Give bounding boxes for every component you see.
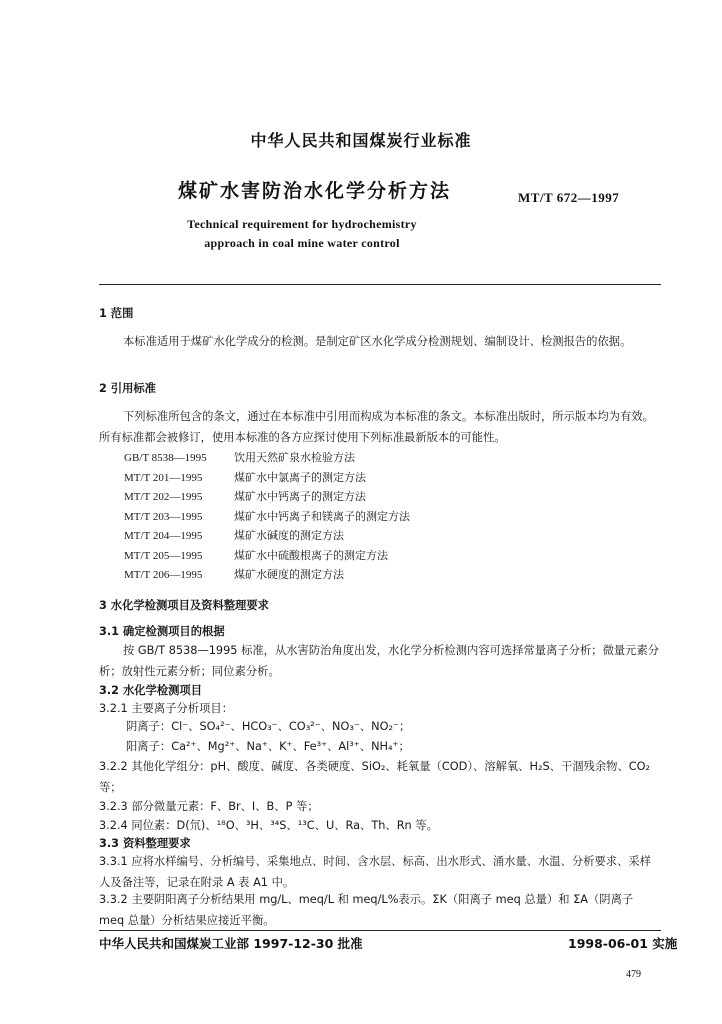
- section-3-2-1: 3.2.1 主要离子分析项目：: [99, 702, 234, 715]
- document-title: 煤矿水害防治水化学分析方法: [178, 180, 452, 202]
- reference-title: 煤矿水中钙离子的测定方法: [234, 490, 366, 503]
- reference-code: MT/T 203—1995: [124, 510, 203, 523]
- approval-line: 中华人民共和国煤炭工业部 1997-12-30 批准: [99, 936, 363, 951]
- header-divider: [99, 284, 661, 285]
- footer-divider: [99, 930, 661, 931]
- standard-code: MT/T 672—1997: [518, 190, 620, 205]
- reference-item: [124, 448, 355, 468]
- section-3-3-1: 3.3.1 应将水样编号、分析编号、采集地点、时间、含水层、标高、出水形式、涌水量、水温、分析要求、采样人及备注等，记录在附录 A 表 A1 中。: [99, 855, 651, 889]
- section-1-heading: 1 范围: [99, 307, 134, 320]
- english-title-line-1: Technical requirement for hydrochemistry: [187, 217, 417, 231]
- section-3-3-heading: 3.3 资料整理要求: [99, 837, 191, 850]
- reference-code: MT/T 201—1995: [124, 471, 203, 484]
- reference-title: 煤矿水中硫酸根离子的测定方法: [234, 548, 388, 562]
- reference-code: MT/T 202—1995: [124, 491, 203, 503]
- section-3-2-heading: 3.2 水化学检测项目: [99, 684, 203, 697]
- section-1-body: 本标准适用于煤矿水化学成分的检测。是制定矿区水化学成分检测规划、编制设计、检测报告的依据。: [123, 335, 632, 348]
- reference-code: MT/T 205—1995: [124, 549, 203, 562]
- section-3-heading: 3 水化学检测项目及资料整理要求: [99, 599, 269, 612]
- reference-code: MT/T 206—1995: [124, 569, 203, 581]
- cation-list: 阳离子：Ca²⁺、Mg²⁺、Na⁺、K⁺、Fe³⁺、Al³⁺、NH₄⁺；: [126, 740, 410, 753]
- page-number: 479: [626, 969, 641, 980]
- reference-item: [124, 468, 366, 488]
- reference-code: MT/T 204—1995: [124, 530, 203, 542]
- reference-title: 煤矿水中氯离子的测定方法: [234, 470, 366, 484]
- reference-code: GB/T 8538—1995: [124, 452, 207, 464]
- reference-item: [124, 487, 366, 507]
- section-3-2-2: 3.2.2 其他化学组分：pH、酸度、碱度、各类硬度、SiO₂、耗氧量（COD）、溶解氧、H₂S、干涸残余物、CO₂等；: [99, 760, 651, 794]
- section-2-heading: 2 引用标准: [99, 382, 156, 395]
- reference-item: [124, 507, 410, 527]
- reference-item: [124, 526, 344, 546]
- reference-item: [124, 565, 344, 585]
- effective-date: 1998-06-01 实施: [568, 936, 678, 951]
- section-3-3-2: 3.3.2 主要阴阳离子分析结果用 mg/L、meq/L 和 meq/L%表示。ΣK（阳离子 meq 总量）和 ΣA（阴离子 meq 总量）分析结果应接近平衡。: [99, 893, 634, 927]
- section-2-body: 下列标准所包含的条文，通过在本标准中引用而构成为本标准的条文。本标准出版时，所示版本均为有效。所有标准都会被修订，使用本标准的各方应探讨使用下列标准最新版本的可能性。: [99, 410, 654, 444]
- english-title-line-2: approach in coal mine water control: [204, 236, 400, 250]
- section-3-1-heading: 3.1 确定检测项目的根据: [99, 625, 225, 638]
- issuing-body: 中华人民共和国煤炭行业标准: [250, 131, 472, 150]
- anion-list: 阴离子：Cl⁻、SO₄²⁻、HCO₃⁻、CO₃²⁻、NO₃⁻、NO₂⁻；: [126, 720, 411, 733]
- section-3-2-3: 3.2.3 部分微量元素：F、Br、I、B、P 等；: [99, 800, 319, 813]
- reference-title: 煤矿水碱度的测定方法: [234, 529, 344, 542]
- section-3-2-4: 3.2.4 同位素：D(氘)、¹⁸O、³H、³⁴S、¹³C、U、Ra、Th、Rn 等。: [99, 819, 438, 832]
- reference-title: 煤矿水中钙离子和镁离子的测定方法: [234, 509, 410, 523]
- reference-item: [124, 546, 388, 566]
- reference-title: 煤矿水硬度的测定方法: [234, 568, 344, 581]
- reference-title: 饮用天然矿泉水检验方法: [234, 451, 355, 464]
- section-3-1-body: 按 GB/T 8538—1995 标准，从水害防治角度出发，水化学分析检测内容可选择常量离子分析；微量元素分析；放射性元素分析；同位素分析。: [99, 644, 660, 678]
